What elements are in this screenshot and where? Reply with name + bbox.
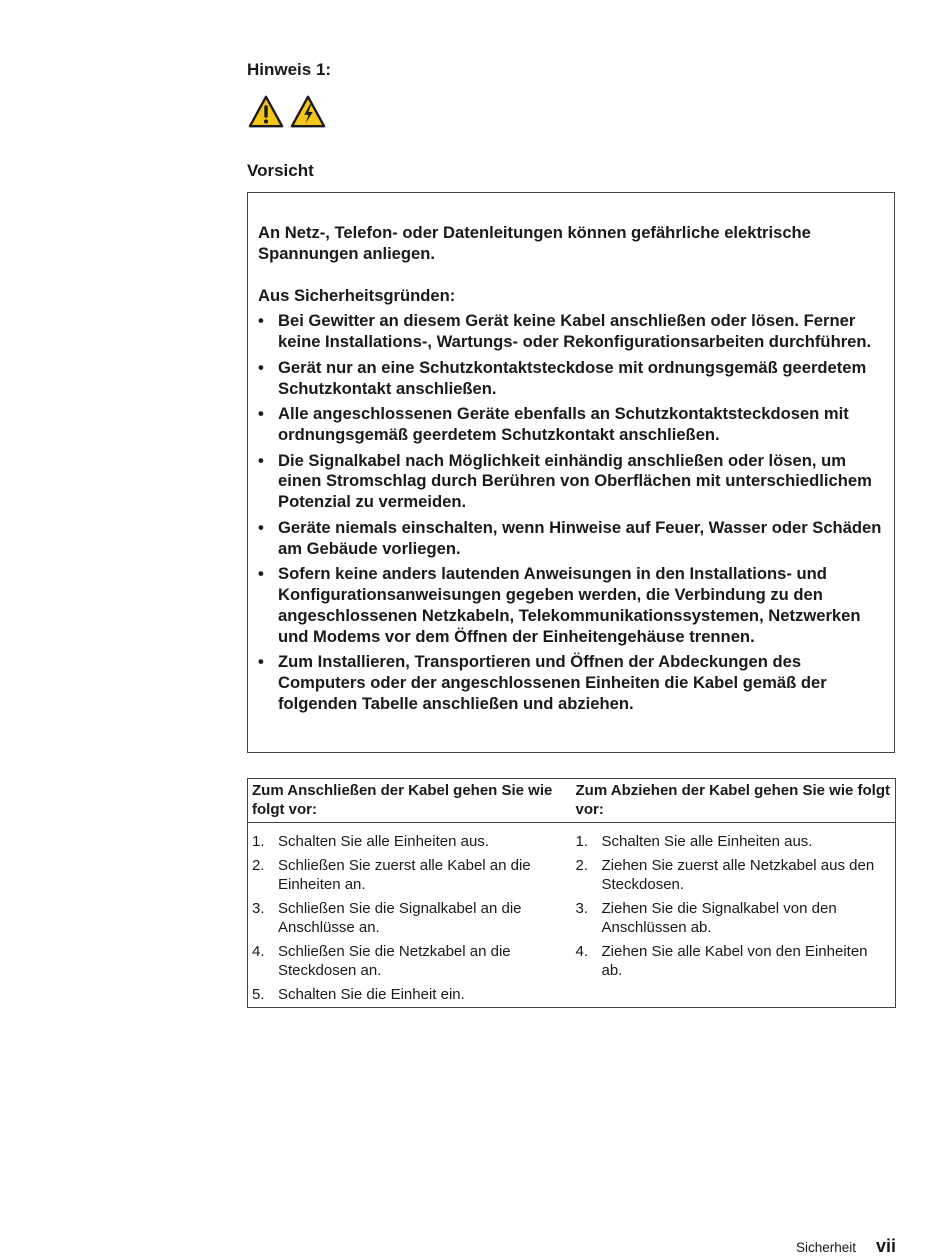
warning-item [258,564,884,647]
warning-item-text: Geräte niemals einschalten, wenn Hinweise auf Feuer, Wasser oder Schäden am Gebäude vorliegen. [278,517,882,558]
step-number: 2. [252,857,265,874]
disconnect-step [576,942,892,980]
connect-step [252,832,568,851]
page-number: vii [875,1236,896,1256]
safety-warning-box [247,192,895,753]
warning-item-text: Sofern keine anders lautenden Anweisungen in den Installations- und Konfigurationsanweisungen gegeben werden, die Verbindung zu den angeschlossenen Netzkabeln, Telekommunikationssystemen, Netzwerken und Modems vor dem Öffnen der Einheitengehäuse trennen. [278,564,861,646]
disconnect-steps [576,832,892,980]
step-number: 4. [252,943,265,960]
warning-list [258,311,884,714]
step-text: Schalten Sie die Einheit ein. [278,986,465,1003]
bullet: • [258,517,264,537]
step-text: Ziehen Sie die Signalkabel von den Anschlüssen ab. [601,900,837,936]
connect-step [252,985,568,1004]
bullet: • [258,357,264,377]
bullet: • [258,564,264,584]
step-text: Schließen Sie zuerst alle Kabel an die Einheiten an. [278,857,531,893]
connect-step [252,856,568,894]
cable-procedure-table [247,778,896,1008]
step-number: 1. [575,833,589,850]
caution-heading: Vorsicht [247,161,314,180]
warning-item [258,652,884,714]
step-number: 3. [252,900,265,917]
warning-item [258,451,884,513]
connect-steps [252,832,568,1004]
warning-triangle-icon [247,94,285,130]
warning-item-text: Zum Installieren, Transportieren und Öffnen der Abdeckungen des Computers oder der angeschlossenen Einheiten die Kabel gemäß der folgenden Tabelle anschließen und abziehen. [278,652,827,713]
hazard-icons [247,94,327,130]
warning-item-text: Alle angeschlossenen Geräte ebenfalls an Schutzkontaktsteckdosen mit ordnungsgemäß geerdetem Schutzkontakt anschließen. [278,404,849,444]
step-text: Ziehen Sie alle Kabel von den Einheiten ab. [601,943,868,979]
table-header-row [248,779,895,823]
step-number: 5. [252,986,265,1003]
table-body [248,823,895,1009]
disconnect-step [576,832,892,851]
step-text: Ziehen Sie zuerst alle Netzkabel aus den Steckdosen. [601,857,875,893]
disconnect-column-header: Zum Abziehen der Kabel gehen Sie wie folgt vor: [575,782,890,818]
warning-item [258,358,884,400]
note-heading: Hinweis 1: [247,60,332,79]
step-number: 2. [575,857,589,874]
footer-section-title: Sicherheit [795,1240,856,1255]
disconnect-step [576,899,892,937]
warning-item-text: Bei Gewitter an diesem Gerät keine Kabel anschließen oder lösen. Ferner keine Installations-, Wartungs- oder Rekonfigurationsarbeiten durchführen. [278,311,872,352]
step-text: Schließen Sie die Signalkabel an die Anschlüsse an. [278,900,522,936]
bullet: • [258,450,264,470]
connect-column-header: Zum Anschließen der Kabel gehen Sie wie folgt vor: [252,782,553,818]
disconnect-column [572,832,896,1009]
warning-item [258,311,884,353]
bullet: • [258,311,264,331]
connect-column [248,832,572,1009]
warning-item-text: Die Signalkabel nach Möglichkeit einhändig anschließen oder lösen, um einen Stromschlag durch Berühren von Oberflächen mit unterschiedlichem Potenzial zu vermeiden. [278,450,872,512]
electrical-hazard-icon [289,94,327,130]
bullet: • [258,652,264,672]
reasons-heading: Aus Sicherheitsgründen: [258,285,456,305]
step-text: Schließen Sie die Netzkabel an die Steckdosen an. [278,943,511,979]
page-footer [796,1236,896,1257]
warning-intro: An Netz-, Telefon- oder Datenleitungen können gefährliche elektrische Spannungen anliegen. [258,223,811,263]
step-text: Schalten Sie alle Einheiten aus. [601,833,813,850]
warning-item-text: Gerät nur an eine Schutzkontaktsteckdose mit ordnungsgemäß geerdetem Schutzkontakt anschließen. [278,357,867,398]
warning-item [258,404,884,446]
disconnect-step [576,856,892,894]
step-number: 1. [252,833,265,850]
connect-step [252,942,568,980]
bullet: • [258,404,264,424]
step-text: Schalten Sie alle Einheiten aus. [278,833,489,850]
warning-item [258,518,884,560]
step-number: 4. [575,943,589,960]
connect-step [252,899,568,937]
step-number: 3. [575,900,589,917]
